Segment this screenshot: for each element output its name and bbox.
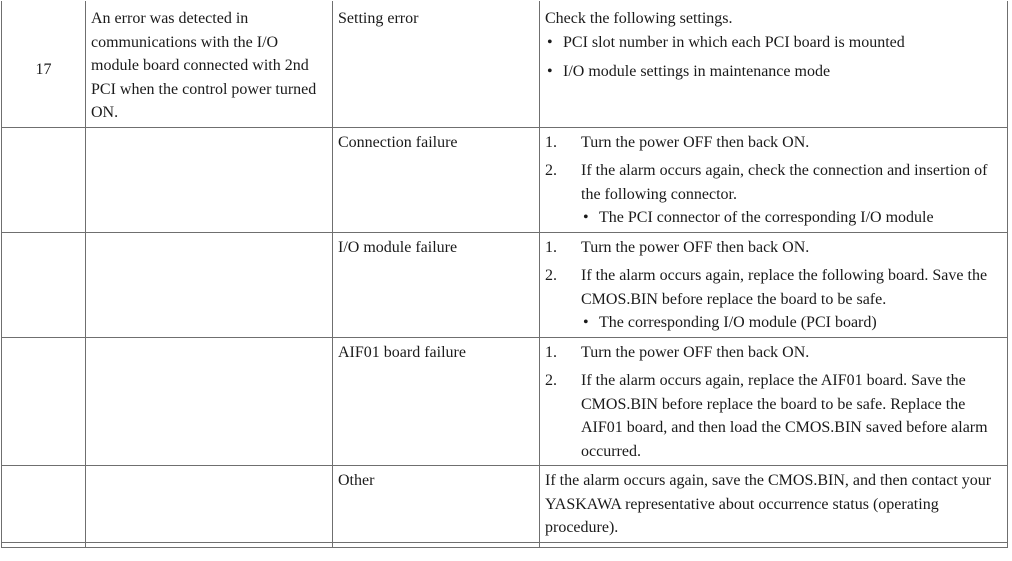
step-text: Turn the power OFF then back ON. [581, 133, 810, 151]
empty-cell [2, 542, 86, 547]
cause-connection-failure: Connection failure [333, 127, 540, 232]
step-sub-bullet [581, 206, 1002, 230]
remedy-aif01-failure [540, 337, 1008, 466]
empty-cell [2, 337, 86, 466]
step-text: Turn the power OFF then back ON. [581, 343, 810, 361]
remedy-step [545, 341, 1002, 365]
table-row-other [2, 466, 1008, 543]
bullet-icon: • [547, 33, 553, 51]
bullet-icon: • [583, 209, 589, 226]
empty-cell [86, 127, 333, 232]
step-number: 2. [545, 372, 557, 389]
empty-cell [2, 127, 86, 232]
bullet-icon: • [583, 314, 589, 331]
table-row-io-module-failure [2, 232, 1008, 337]
step-number: 1. [545, 133, 557, 151]
step-number: 1. [545, 343, 557, 361]
remedy-step [545, 131, 1002, 155]
remedy-step [545, 236, 1002, 260]
alarm-description: An error was detected in communications with the I/O module board connected with 2nd PCI when the control power turned ON. [86, 1, 333, 127]
step-text: If the alarm occurs again, replace the following board. Save the CMOS.BIN before replace the board to be safe. [581, 267, 988, 308]
remedy-step [545, 159, 1002, 230]
step-number: 1. [545, 238, 557, 256]
sub-bullet-text: The PCI connector of the corresponding I/O module [599, 209, 934, 226]
step-number: 2. [545, 162, 557, 179]
empty-cell [86, 232, 333, 337]
bullet-icon: • [547, 63, 553, 80]
cause-io-module-failure: I/O module failure [333, 232, 540, 337]
alarm-number: 17 [2, 1, 86, 127]
empty-cell [2, 232, 86, 337]
step-text: If the alarm occurs again, check the connection and insertion of the following connector. [581, 162, 988, 203]
empty-cell [86, 542, 333, 547]
remedy-steps [545, 131, 1002, 230]
cause-aif01-failure: AIF01 board failure [333, 337, 540, 466]
empty-cell [86, 466, 333, 543]
cause-setting-error: Setting error [333, 1, 540, 127]
remedy-connection-failure [540, 127, 1008, 232]
remedy-step [545, 369, 1002, 463]
table-row-aif01-failure [2, 337, 1008, 466]
table-continuation [2, 542, 1008, 547]
step-text: If the alarm occurs again, replace the AIF01 board. Save the CMOS.BIN before replace the board to be safe. Replace the AIF01 board, and then load the CMOS.BIN saved before alarm occurred. [581, 372, 988, 460]
step-number: 2. [545, 267, 557, 284]
remedy-io-module-failure [540, 232, 1008, 337]
table-row-17 [2, 1, 1008, 127]
cause-other: Other [333, 466, 540, 543]
remedy-intro: Check the following settings. [545, 10, 733, 27]
sub-bullet-text: The corresponding I/O module (PCI board) [599, 314, 877, 331]
alarm-table [1, 1, 1008, 548]
remedy-other: If the alarm occurs again, save the CMOS.BIN, and then contact your YASKAWA representative about occurrence status (operating procedure). [540, 466, 1008, 543]
remedy-steps [545, 236, 1002, 335]
empty-cell [2, 466, 86, 543]
empty-cell [540, 542, 1008, 547]
table-row-connection-failure [2, 127, 1008, 232]
step-sub-bullet [581, 311, 1002, 335]
remedy-bullet-text: I/O module settings in maintenance mode [563, 63, 831, 80]
remedy-bullet-pci-slot [545, 31, 1002, 55]
remedy-step [545, 264, 1002, 335]
empty-cell [333, 542, 540, 547]
step-text: Turn the power OFF then back ON. [581, 238, 810, 256]
remedy-setting-error [540, 1, 1008, 127]
empty-cell [86, 337, 333, 466]
remedy-bullet-io-settings [545, 60, 1002, 84]
remedy-steps [545, 341, 1002, 464]
remedy-bullet-text: PCI slot number in which each PCI board is mounted [563, 33, 905, 51]
